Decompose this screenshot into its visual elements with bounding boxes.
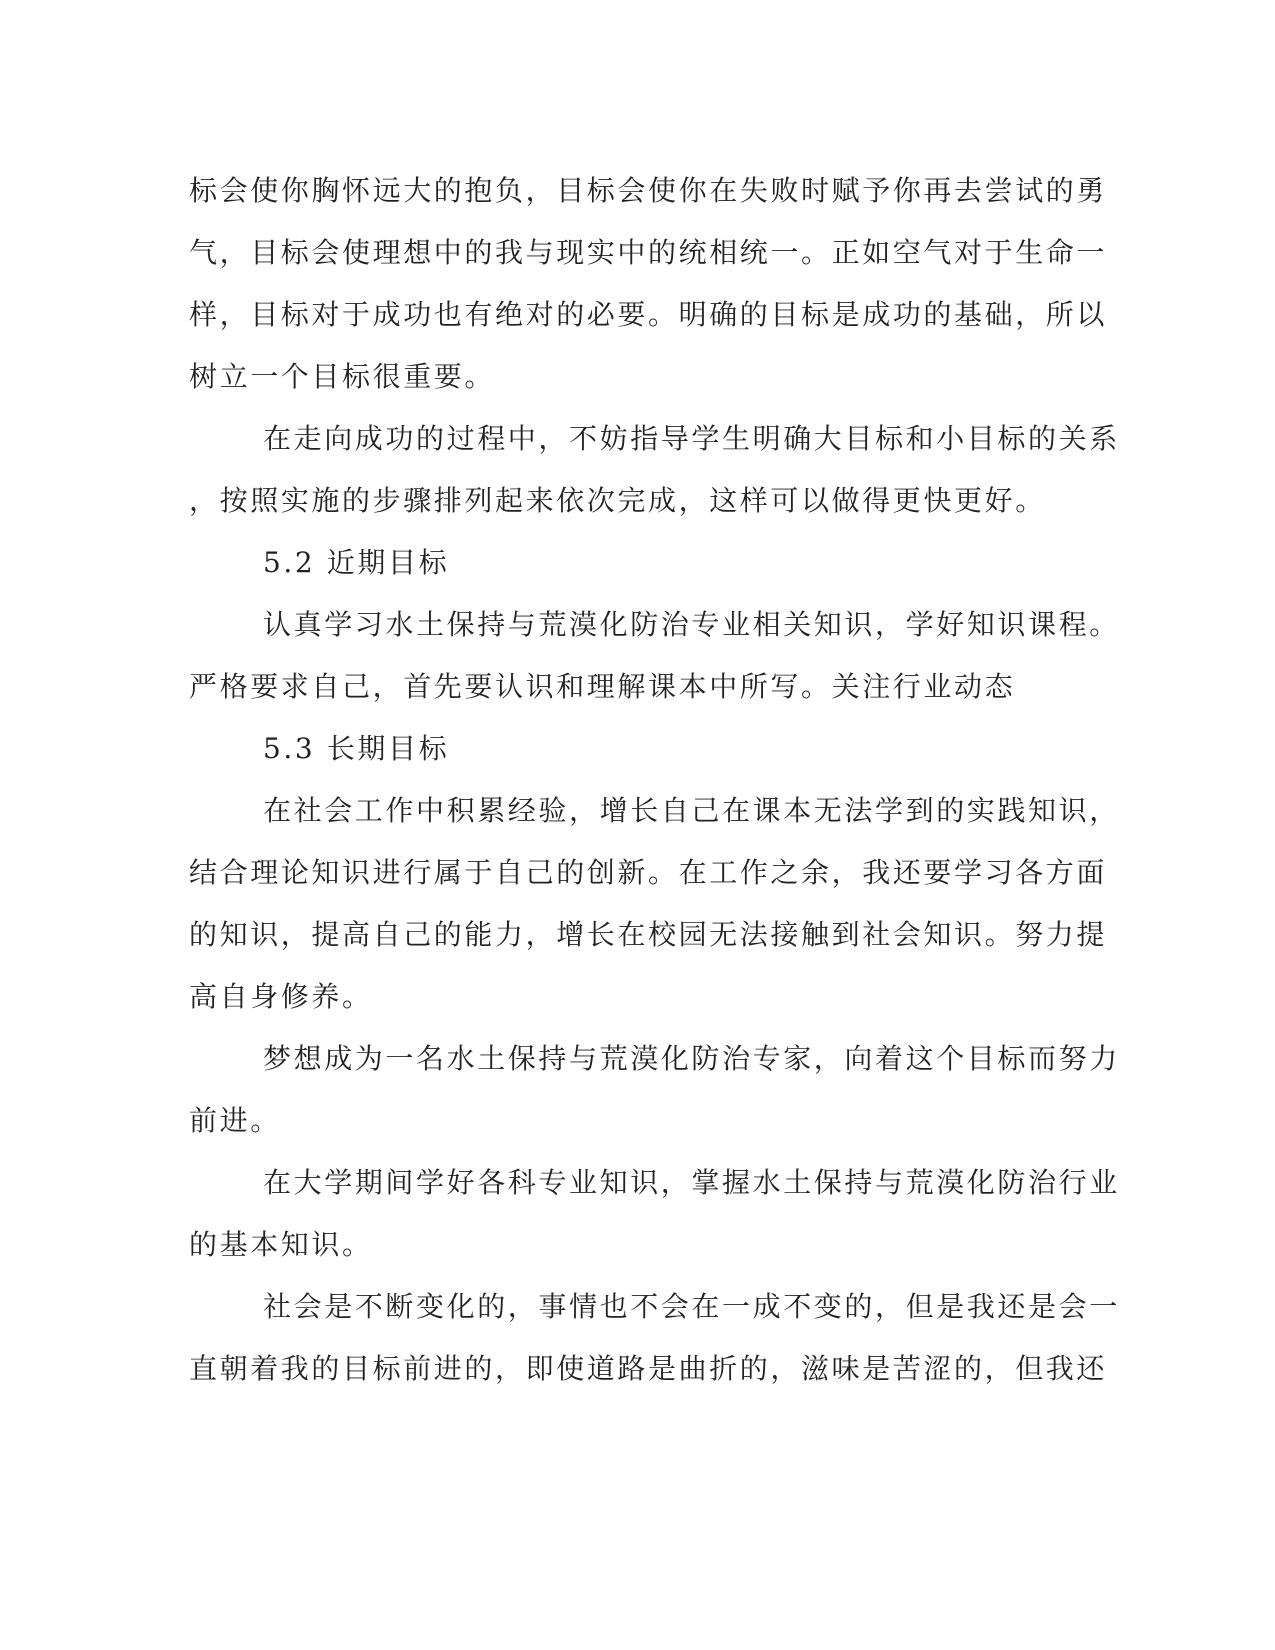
paragraph-line: 样，目标对于成功也有绝对的必要。明确的目标是成功的基础，所以 (189, 298, 1108, 331)
section-heading-short-term-goals: 5.2 近期目标 (263, 546, 450, 579)
paragraph-line: 认真学习水土保持与荒漠化防治专业相关知识，学好知识课程。 (263, 608, 1120, 641)
document-body (189, 160, 1120, 1400)
paragraph-line: 在社会工作中积累经验，增长自己在课本无法学到的实践知识， (263, 794, 1120, 827)
paragraph-line: 直朝着我的目标前进的，即使道路是曲折的，滋味是苦涩的，但我还 (189, 1352, 1108, 1385)
paragraph-line: ，按照实施的步骤排列起来依次完成，这样可以做得更快更好。 (189, 484, 1046, 517)
paragraph-line: 结合理论知识进行属于自己的创新。在工作之余，我还要学习各方面 (189, 856, 1108, 889)
paragraph-line: 严格要求自己，首先要认识和理解课本中所写。关注行业动态 (189, 670, 1016, 703)
paragraph-line: 的基本知识。 (189, 1228, 373, 1261)
paragraph-line: 在走向成功的过程中，不妨指导学生明确大目标和小目标的关系 (263, 422, 1120, 455)
paragraph-line: 梦想成为一名水土保持与荒漠化防治专家，向着这个目标而努力 (263, 1042, 1120, 1075)
paragraph-line: 气，目标会使理想中的我与现实中的统相统一。正如空气对于生命一 (189, 236, 1108, 269)
paragraph-line: 的知识，提高自己的能力，增长在校园无法接触到社会知识。努力提 (189, 918, 1108, 951)
paragraph-line: 标会使你胸怀远大的抱负，目标会使你在失败时赋予你再去尝试的勇 (189, 174, 1108, 207)
paragraph-line: 前进。 (189, 1104, 281, 1137)
paragraph-line: 树立一个目标很重要。 (189, 360, 496, 393)
paragraph-line: 在大学期间学好各科专业知识，掌握水土保持与荒漠化防治行业 (263, 1166, 1120, 1199)
paragraph-line: 高自身修养。 (189, 980, 373, 1013)
paragraph-line: 社会是不断变化的，事情也不会在一成不变的，但是我还是会一 (263, 1290, 1120, 1323)
section-heading-long-term-goals: 5.3 长期目标 (263, 732, 450, 765)
